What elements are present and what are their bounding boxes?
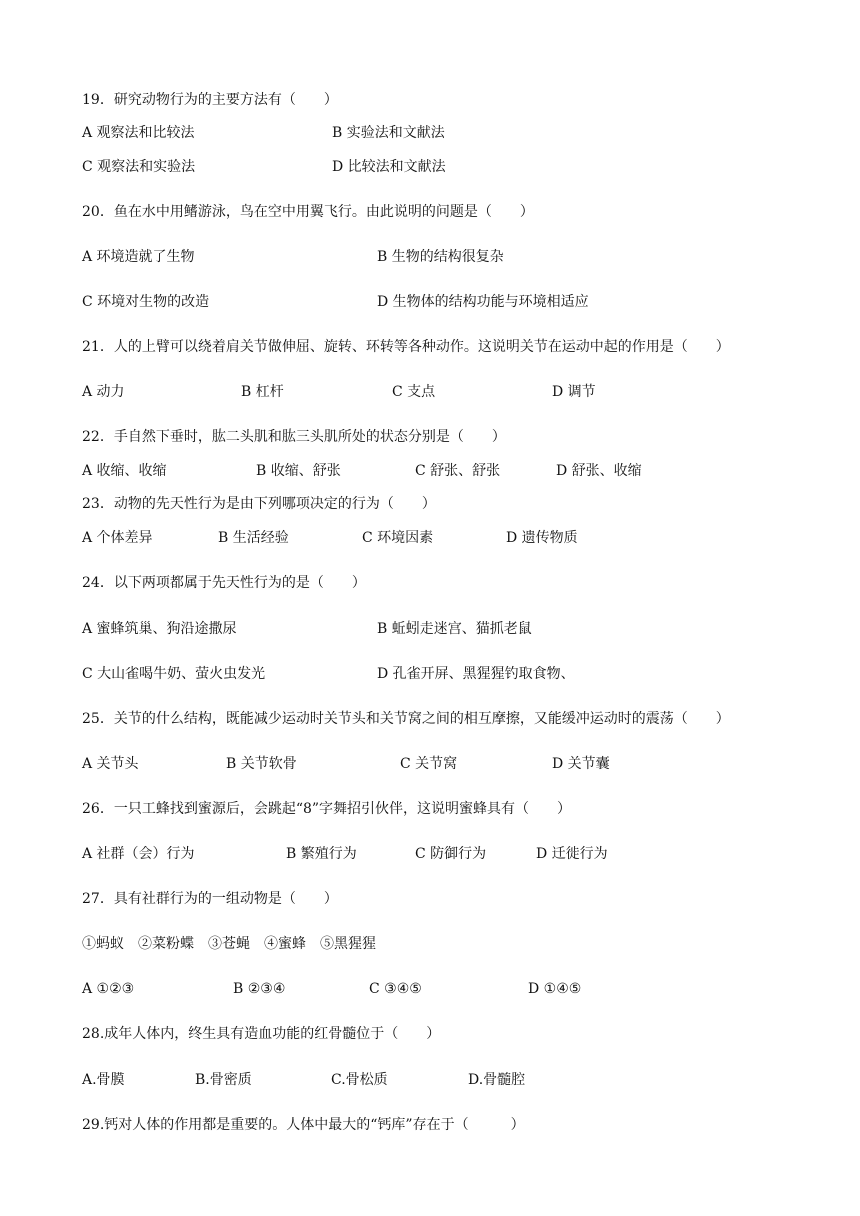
question-25-option-c: C 关节窝 (400, 756, 458, 772)
question-28-option-a: A.骨膜 (82, 1072, 125, 1088)
question-24-option-d: D 孔雀开屏、黑猩猩钓取食物、 (377, 666, 575, 682)
question-22-option-a: A 收缩、收缩 (82, 463, 167, 479)
question-23-option-a: A 个体差异 (82, 530, 153, 546)
question-28-option-c: C.骨松质 (331, 1072, 388, 1088)
question-20-option-b: B 生物的结构很复杂 (377, 249, 504, 265)
question-26-option-b: B 繁殖行为 (286, 846, 357, 862)
question-26-option-a: A 社群（会）行为 (82, 846, 195, 862)
question-27-items: ①蚂蚁 ②菜粉蝶 ③苍蝇 ④蜜蜂 ⑤黑猩猩 (82, 936, 376, 952)
question-28-option-b: B.骨密质 (195, 1072, 252, 1088)
question-24-option-a: A 蜜蜂筑巢、狗沿途撒尿 (82, 621, 237, 637)
question-23-option-b: B 生活经验 (218, 530, 289, 546)
question-19-option-d: D 比较法和文献法 (332, 159, 446, 175)
question-25-option-a: A 关节头 (82, 756, 139, 772)
question-28-option-d: D.骨髓腔 (468, 1072, 526, 1088)
question-22-option-d: D 舒张、收缩 (556, 463, 642, 479)
question-19-option-a: A 观察法和比较法 (82, 125, 195, 141)
question-27-option-d: D ①④⑤ (528, 981, 582, 997)
question-27-stem: 27．具有社群行为的一组动物是（ ） (82, 891, 338, 907)
question-20-option-a: A 环境造就了生物 (82, 249, 195, 265)
question-20-option-c: C 环境对生物的改造 (82, 294, 210, 310)
question-22-option-b: B 收缩、舒张 (256, 463, 341, 479)
question-26-option-c: C 防御行为 (415, 846, 487, 862)
question-21-stem: 21．人的上臂可以绕着肩关节做伸屈、旋转、环转等各种动作。这说明关节在运动中起的作用是（ ） (82, 339, 730, 355)
question-21-option-b: B 杠杆 (241, 384, 284, 400)
question-20-stem: 20．鱼在水中用鳍游泳，鸟在空中用翼飞行。由此说明的问题是（ ） (82, 204, 534, 220)
question-19-stem: 19．研究动物行为的主要方法有（ ） (82, 92, 338, 108)
question-22-stem: 22．手自然下垂时，肱二头肌和肱三头肌所处的状态分别是（ ） (82, 429, 506, 445)
question-25-stem: 25．关节的什么结构，既能减少运动时关节头和关节窝之间的相互摩擦，又能缓冲运动时的震荡（ ） (82, 711, 730, 727)
question-27-option-a: A ①②③ (82, 981, 135, 997)
question-25-option-b: B 关节软骨 (226, 756, 297, 772)
question-29-stem: 29.钙对人体的作用都是重要的。人体中最大的“钙库”存在于（ ） (82, 1117, 525, 1133)
question-21-option-d: D 调节 (552, 384, 596, 400)
question-23-option-c: C 环境因素 (362, 530, 434, 546)
question-27-option-c: C ③④⑤ (369, 981, 422, 997)
question-21-option-a: A 动力 (82, 384, 125, 400)
question-24-option-b: B 蚯蚓走迷宫、猫抓老鼠 (377, 621, 532, 637)
question-27-option-b: B ②③④ (233, 981, 286, 997)
question-19-option-b: B 实验法和文献法 (332, 125, 445, 141)
question-24-stem: 24．以下两项都属于先天性行为的是（ ） (82, 575, 366, 591)
question-19-option-c: C 观察法和实验法 (82, 159, 196, 175)
question-23-option-d: D 遗传物质 (506, 530, 578, 546)
question-25-option-d: D 关节囊 (552, 756, 610, 772)
question-20-option-d: D 生物体的结构功能与环境相适应 (377, 294, 589, 310)
question-22-option-c: C 舒张、舒张 (415, 463, 501, 479)
question-24-option-c: C 大山雀喝牛奶、萤火虫发光 (82, 666, 266, 682)
question-26-option-d: D 迁徙行为 (536, 846, 608, 862)
question-23-stem: 23．动物的先天性行为是由下列哪项决定的行为（ ） (82, 496, 436, 512)
question-21-option-c: C 支点 (392, 384, 436, 400)
question-28-stem: 28.成年人体内，终生具有造血功能的红骨髓位于（ ） (82, 1026, 441, 1042)
question-26-stem: 26．一只工蜂找到蜜源后，会跳起“8”字舞招引伙伴，这说明蜜蜂具有（ ） (82, 801, 572, 817)
